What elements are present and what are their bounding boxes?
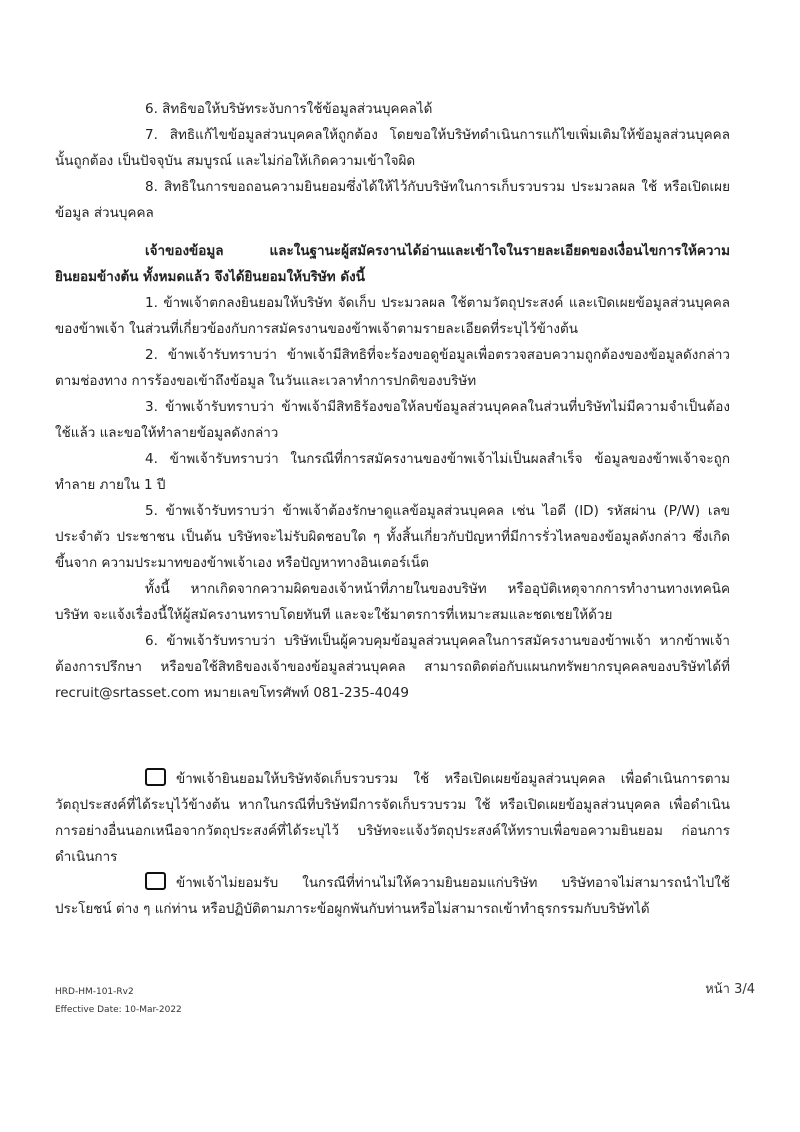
document-page (55, 0, 730, 922)
consent-item-line: ในส่วนที่เกี่ยวข้องกับการสมัครงานของข้าพเจ้าตามรายละเอียดที่ระบุไว้ข้างต้น (129, 321, 578, 337)
consent-item-line: จะแจ้งเรื่องนี้ให้ผู้สมัครงานทราบโดยทันที และจะใช้มาตรการที่เหมาะสมและชดเชยให้ด้วย (92, 607, 613, 623)
right-item-line: ส่วนบุคคล (93, 205, 154, 221)
consent-item (55, 576, 730, 628)
consent-option-line: ข้าพเจ้ายินยอมให้บริษัทจัดเก็บรวบรวม ใช้ หรือเปิดเผยข้อมูลส่วนบุคคล เพื่อดำเนินการตาม (176, 771, 730, 787)
consent-item-line: การร้องขอเข้าถึงข้อมูล ในวันและเวลาทำการปกติของบริษัท (131, 373, 477, 389)
consent-option-line: วัตถุประสงค์ที่ได้ระบุไว้ข้างต้น หากในกรณีที่บริษัทมีการจัดเก็บรวบรวม ใช้ หรือเปิดเผยข้อมูลส่วนบุคคล (55, 797, 661, 813)
right-item-line: 8. สิทธิในการขอถอนความยินยอมซึ่งได้ให้ไว้กับบริษัทในการเก็บรวบรวม ประมวลผล ใช้ หรือเปิดเผยข้อมูล (55, 179, 730, 221)
consent-item-line: 1. ข้าพเจ้าตกลงยินยอมให้บริษัท จัดเก็บ ประมวลผล ใช้ตามวัตถุประสงค์ และเปิดเผยข้อมูลส่วนบุคคลของข้าพเจ้า (55, 295, 730, 337)
consent-item-line: 2. ข้าพเจ้ารับทราบว่า ข้าพเจ้ามีสิทธิที่จะร้องขอดูข้อมูลเพื่อตรวจสอบความถูกต้องของข้อมูลดังกล่าวตามช่องทาง (55, 347, 730, 389)
consent-item (55, 498, 730, 576)
right-item (55, 122, 730, 174)
consent-item (55, 342, 730, 394)
right-item (55, 96, 730, 122)
consent-heading-line: เจ้าของข้อมูล และในฐานะผู้สมัครงานได้อ่านและเข้าใจในรายละเอียดของเงื่อนไขการให้ความยินยอมข้างต้น (55, 243, 730, 285)
right-item-line: 7. สิทธิแก้ไขข้อมูลส่วนบุคคลให้ถูกต้อง โดยขอให้บริษัทดำเนินการแก้ไขเพิ่มเติมให้ข้อมูลส่วนบุคคลนั้นถูกต้อง (55, 127, 730, 169)
right-item-line: 6. สิทธิขอให้บริษัทระงับการใช้ข้อมูลส่วนบุคคลได้ (145, 101, 433, 117)
consent-item-line: และขอให้ทำลายข้อมูลดังกล่าว (99, 425, 279, 441)
page-footer (55, 982, 755, 1022)
consent-item (55, 290, 730, 342)
consent-option-line: ข้าพเจ้าไม่ยอมรับ ในกรณีที่ท่านไม่ให้ความยินยอมแก่บริษัท บริษัทอาจไม่สามารถนำไปใช้ประโยชน์ (55, 875, 730, 917)
consent-option-line: ต่าง ๆ แก่ท่าน หรือปฏิบัติตามภาระข้อผูกพันกับท่านหรือไม่สามารถเข้าทำธุรกรรมกับบริษัทได้ (115, 901, 650, 917)
consent-item-line: 3. ข้าพเจ้ารับทราบว่า ข้าพเจ้ามีสิทธิร้องขอให้ลบข้อมูลส่วนบุคคลในส่วนที่บริษัทไม่มีความจำเป็นต้องใช้แล้ว (55, 399, 730, 441)
consent-item (55, 394, 730, 446)
page-number: หน้า 3/4 (705, 982, 755, 997)
consent-option-line: เพื่อดำเนินการอย่างอื่นนอกเหนือจากวัตถุประสงค์ที่ได้ระบุไว้ บริษัทจะแจ้งวัตถุประสงค์ให้ทราบเพื่อขอความยินยอม (55, 797, 730, 839)
consent-option (55, 766, 730, 870)
consent-item-line: ต้องการปรึกษา หรือขอใช้สิทธิของเจ้าของข้อมูลส่วนบุคคล สามารถติดต่อกับแผนกทรัพยากรบุคคลของบริษัทได้ที่ (55, 659, 730, 675)
consent-item-line: 4. ข้าพเจ้ารับทราบว่า ในกรณีที่การสมัครงานของข้าพเจ้าไม่เป็นผลสำเร็จ ข้อมูลของข้าพเจ้าจะถูกทำลาย (55, 451, 730, 493)
consent-item (55, 446, 730, 498)
effective-date: Effective Date: 10-Mar-2022 (55, 1005, 182, 1015)
consent-heading-line: ทั้งหมดแล้ว จึงได้ยินยอมให้บริษัท ดังนี้ (143, 269, 365, 285)
consent-item-line: ภายใน 1 ปี (99, 477, 166, 493)
consent-item-line: 6. ข้าพเจ้ารับทราบว่า บริษัทเป็นผู้ควบคุมข้อมูลส่วนบุคคลในการสมัครงานของข้าพเจ้า หากข้าพเจ้า (145, 633, 730, 649)
consent-option (55, 870, 730, 922)
consent-item-line: recruit@srtasset.com หมายเลขโทรศัพท์ 081-235-4049 (55, 685, 409, 701)
consent-item (55, 628, 730, 706)
consent-heading (55, 238, 730, 290)
consent-item-line: 5. ข้าพเจ้ารับทราบว่า ข้าพเจ้าต้องรักษาดูแลข้อมูลส่วนบุคคล เช่น ไอดี (ID) รหัสผ่าน (P/W) เลขประจำตัว (55, 503, 730, 545)
consent-item-line: ความประมาทของข้าพเจ้าเอง หรือปัญหาทางอินเตอร์เน็ต (101, 555, 429, 571)
consent-item-line: ทั้งนี้ หากเกิดจากความผิดของเจ้าหน้าที่ภายในของบริษัท หรืออุบัติเหตุจากการทำงานทางเทคนิค บริษัท (55, 581, 730, 623)
consent-option-line: ก่อนการดำเนินการ (55, 823, 730, 865)
consent-checkbox[interactable] (145, 768, 166, 786)
document-code: HRD-HM-101-Rv2 (55, 987, 134, 997)
consent-checkbox[interactable] (145, 872, 166, 890)
right-item-line: เป็นปัจจุบัน สมบูรณ์ และไม่ก่อให้เกิดความเข้าใจผิด (117, 153, 416, 169)
consent-item-line: ประชาชน เป็นต้น บริษัทจะไม่รับผิดชอบใด ๆ ทั้งสิ้นเกี่ยวกับปัญหาที่มีการรั่วไหลของข้อมูลดังกล่าว ซึ่งเกิดขึ้นจาก (55, 529, 731, 571)
right-item (55, 174, 730, 226)
